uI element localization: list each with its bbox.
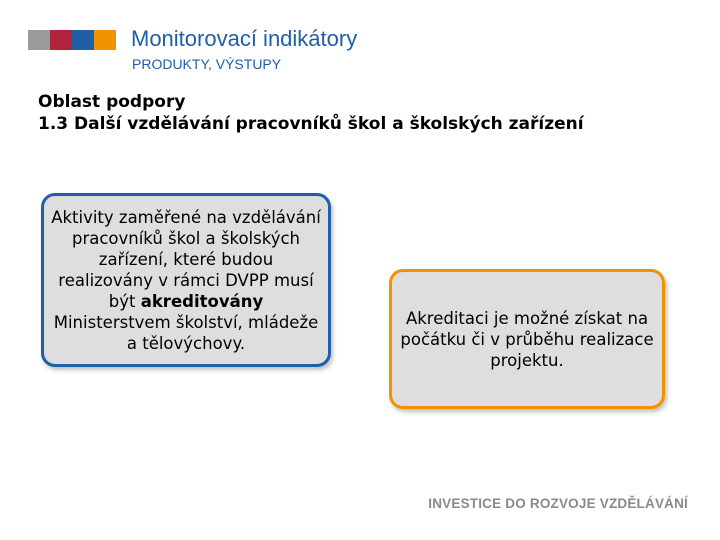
logo-stripe-gray [28, 30, 50, 50]
slide-title: Monitorovací indikátory [131, 26, 358, 51]
activities-text-end: Ministerstvem školství, mládeže a tělovýchovy. [53, 312, 319, 353]
accreditation-timing-box [389, 269, 665, 409]
program-logo-stripes [28, 30, 116, 50]
activities-accreditation-box [41, 193, 331, 367]
logo-stripe-blue [72, 30, 94, 50]
accredited-emphasis: akreditovány [140, 291, 264, 311]
activities-text-start: Aktivity zaměřené na vzdělávání pracovníků škol a školských zařízení, které budou realizovány v rámci DVPP musí být [51, 207, 321, 311]
logo-stripe-red [50, 30, 72, 50]
activities-accreditation-text [50, 207, 322, 354]
support-area-name: 1.3 Další vzdělávání pracovníků škol a školských zařízení [38, 114, 584, 134]
logo-stripe-orange [94, 30, 116, 50]
slide-subtitle: PRODUKTY, VÝSTUPY [132, 56, 282, 72]
footer-slogan: INVESTICE DO ROZVOJE VZDĚLÁVÁNÍ [428, 496, 688, 511]
accreditation-timing-text: Akreditaci je možné získat na počátku či v průběhu realizace projektu. [400, 308, 654, 370]
support-area-label: Oblast podpory [38, 92, 186, 112]
support-area-heading [38, 91, 584, 135]
